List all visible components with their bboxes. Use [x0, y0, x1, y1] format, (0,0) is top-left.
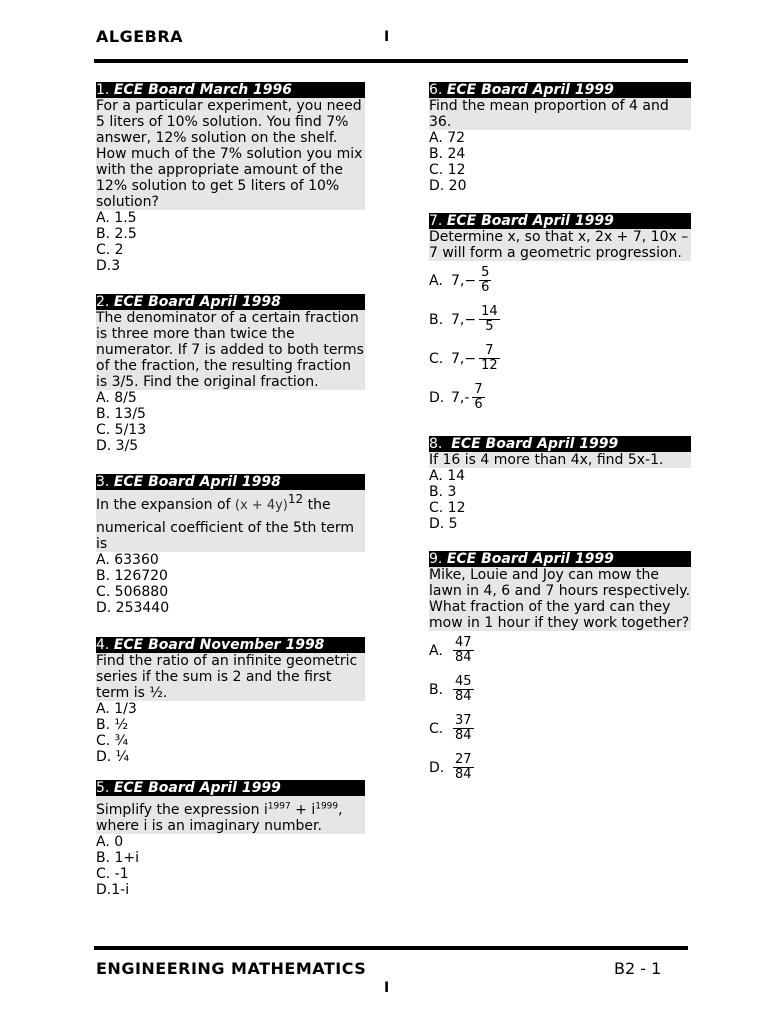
page-number: B2 - 1 — [614, 959, 662, 978]
option-a: A. 8/5 — [96, 390, 137, 406]
question-header: 6. ECE Board April 1999 — [429, 82, 691, 98]
question-header: 9. ECE Board April 1999 — [429, 551, 691, 567]
question-2 — [96, 294, 365, 454]
question-9 — [429, 551, 691, 787]
fraction: $\frac{37}{84}$ — [455, 713, 472, 743]
option-a: A. 1.5 — [96, 210, 137, 226]
question-source: ECE Board April 1998 — [113, 294, 281, 310]
question-header: 1. ECE Board March 1996 — [96, 82, 365, 98]
option-b: B. ½ — [96, 717, 129, 733]
fraction: $\frac{7}{12}$ — [481, 343, 498, 373]
question-source: ECE Board April 1998 — [113, 474, 281, 490]
option-a: A. 0 — [96, 834, 124, 850]
question-text: In the expansion of $(x + 4y)^{12}$ the numerical coefficient of the 5th term is — [96, 490, 365, 552]
option-a: A. 72 — [429, 130, 466, 146]
option-c: C. 506880 — [96, 584, 169, 600]
question-8 — [429, 436, 691, 532]
question-source: ECE Board November 1998 — [113, 637, 325, 653]
question-source: ECE Board April 1999 — [446, 551, 614, 567]
question-4 — [96, 637, 365, 765]
question-text: Find the ratio of an infinite geometric series if the sum is 2 and the first term is ½. — [96, 653, 365, 701]
question-6 — [429, 82, 691, 194]
question-header: 2. ECE Board April 1998 — [96, 294, 365, 310]
option-c: C. -1 — [96, 866, 129, 882]
option-b: B. 24 — [429, 146, 466, 162]
option-a: A. $\frac{47}{84}$ — [429, 635, 472, 665]
option-a: A. 7,− $\frac{5}{6}$ — [429, 265, 490, 295]
question-source: ECE Board April 1999 — [451, 436, 619, 452]
option-b: B. $\frac{45}{84}$ — [429, 674, 472, 704]
question-text: Determine x, so that x, 2x + 7, 10x – 7 will form a geometric progression. — [429, 229, 691, 261]
option-c: C. 12 — [429, 500, 466, 516]
option-d: D.3 — [96, 258, 121, 274]
option-d: D. 20 — [429, 178, 467, 194]
option-b: B. 126720 — [96, 568, 168, 584]
option-a: A. 63360 — [96, 552, 159, 568]
question-text: The denominator of a certain fraction is three more than twice the numerator. If 7 is added to both terms of the fraction, the resulting fraction is 3/5. Find the original fraction. — [96, 310, 364, 390]
question-text: Simplify the expression $i^{1997} + i^{1999}$, where i is an imaginary number. — [96, 796, 365, 834]
question-text: For a particular experiment, you need 5 liters of 10% solution. You find 7% answer, 12% solution on the shelf. How much of the 7% solution you mix with the appropriate amount of the 12% solution to get 5 liters of 10% solution? — [96, 98, 365, 210]
option-c: C. ¾ — [96, 733, 129, 749]
option-d: D.1-i — [96, 882, 130, 898]
fraction: $\frac{7}{6}$ — [474, 382, 483, 412]
option-c: C. 5/13 — [96, 422, 147, 438]
question-source: ECE Board April 1999 — [113, 780, 281, 796]
text-after-start: the — [307, 497, 331, 513]
header-title: ALGEBRA — [96, 27, 184, 46]
option-c: C. 7,− $\frac{7}{12}$ — [429, 343, 498, 373]
option-c: C. 2 — [96, 242, 124, 258]
footer-title: ENGINEERING MATHEMATICS — [96, 959, 367, 978]
expression: (x + 4y) — [234, 498, 288, 513]
option-d: D. 253440 — [96, 600, 170, 616]
option-d: D. $\frac{27}{84}$ — [429, 752, 472, 782]
question-header: 4. ECE Board November 1998 — [96, 637, 365, 653]
question-text-rest: numerical coefficient of the 5th term is — [96, 520, 355, 552]
question-7 — [429, 213, 691, 417]
fraction: $\frac{47}{84}$ — [455, 635, 472, 665]
question-text: Mike, Louie and Joy can mow the lawn in 4, 6 and 7 hours respectively. What fraction of the yard can they mow in 1 hour if they work together? — [429, 567, 691, 631]
option-d: D. 5 — [429, 516, 458, 532]
option-d: D. 3/5 — [96, 438, 139, 454]
option-c: C. 12 — [429, 162, 466, 178]
question-source: ECE Board March 1996 — [113, 82, 293, 98]
fraction: $\frac{5}{6}$ — [481, 265, 490, 295]
option-b: B. 3 — [429, 484, 457, 500]
question-text: If 16 is 4 more than 4x, find 5x-1. — [429, 452, 691, 468]
option-d: D. 7,- $\frac{7}{6}$ — [429, 382, 483, 412]
header-rule — [94, 59, 688, 63]
option-b: B. 13/5 — [96, 406, 146, 422]
question-source: ECE Board April 1999 — [446, 213, 614, 229]
header-mark: I — [384, 29, 390, 45]
question-header: 5. ECE Board April 1999 — [96, 780, 365, 796]
option-d: D. ¼ — [96, 749, 130, 765]
question-5 — [96, 780, 365, 898]
question-source: ECE Board April 1999 — [446, 82, 614, 98]
option-a: A. 14 — [429, 468, 466, 484]
fraction: $\frac{45}{84}$ — [455, 674, 472, 704]
option-b: B. 7,− $\frac{14}{5}$ — [429, 304, 498, 334]
option-a: A. 1/3 — [96, 701, 137, 717]
question-1 — [96, 82, 365, 274]
footer-mark: I — [384, 980, 390, 996]
fraction: $\frac{27}{84}$ — [455, 752, 472, 782]
question-header: 8. ECE Board April 1999 — [429, 436, 691, 452]
fraction: $\frac{14}{5}$ — [481, 304, 498, 334]
question-3 — [96, 474, 365, 616]
question-text: Find the mean proportion of 4 and 36. — [429, 98, 691, 130]
footer-rule — [94, 946, 688, 950]
option-b: B. 1+i — [96, 850, 140, 866]
option-c: C. $\frac{37}{84}$ — [429, 713, 472, 743]
question-header: 7. ECE Board April 1999 — [429, 213, 691, 229]
question-header: 3. ECE Board April 1998 — [96, 474, 365, 490]
option-b: B. 2.5 — [96, 226, 137, 242]
